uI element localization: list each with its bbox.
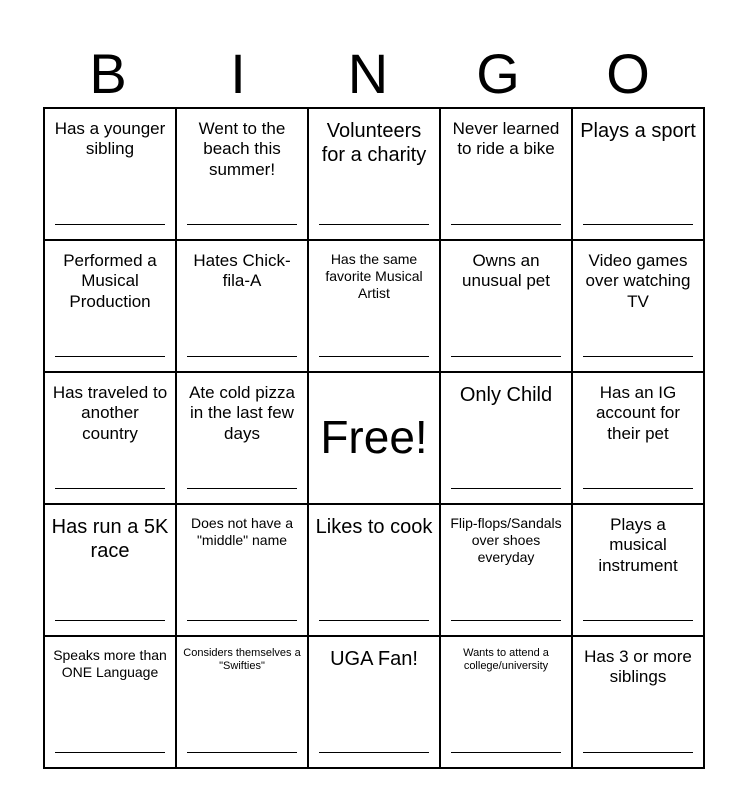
cell-text: Only Child	[459, 384, 553, 406]
cell-text: Wants to attend a college/university	[463, 647, 549, 673]
cell-text: UGA Fan!	[330, 648, 418, 670]
bingo-cell[interactable]	[176, 636, 308, 768]
bingo-cell[interactable]	[440, 636, 572, 768]
bingo-cell[interactable]	[176, 108, 308, 240]
cell-text: Video games over watching TV	[585, 251, 691, 311]
bingo-cell[interactable]	[44, 636, 176, 768]
cell-text: Owns an unusual pet	[462, 251, 550, 291]
cell-text: Plays a sport	[580, 120, 696, 142]
bingo-cell[interactable]	[572, 636, 704, 768]
bingo-cell[interactable]	[572, 504, 704, 636]
signature-line	[583, 752, 693, 753]
board-row	[44, 636, 704, 768]
signature-line	[187, 224, 297, 225]
board-row	[44, 240, 704, 372]
cell-text: Has traveled to another country	[52, 383, 168, 443]
board-row	[44, 504, 704, 636]
signature-line	[583, 356, 693, 357]
bingo-cell[interactable]	[440, 372, 572, 504]
bingo-header	[43, 40, 693, 108]
signature-line	[55, 752, 165, 753]
signature-line	[187, 620, 297, 621]
header-letter-g: G	[476, 42, 520, 105]
cell-text: Ate cold pizza in the last few days	[189, 383, 295, 443]
signature-line	[55, 224, 165, 225]
bingo-cell[interactable]	[308, 108, 440, 240]
cell-text: Never learned to ride a bike	[452, 119, 560, 159]
cell-text: Went to the beach this summer!	[198, 119, 286, 179]
signature-line	[451, 488, 561, 489]
header-letter-n: N	[347, 42, 389, 105]
signature-line	[319, 620, 429, 621]
bingo-cell[interactable]	[440, 108, 572, 240]
bingo-cell[interactable]	[572, 372, 704, 504]
bingo-cell[interactable]	[572, 108, 704, 240]
bingo-cell[interactable]	[308, 504, 440, 636]
cell-text: Does not have a "middle" name	[191, 515, 293, 548]
cell-text: Plays a musical instrument	[598, 515, 678, 575]
bingo-cell[interactable]	[440, 504, 572, 636]
cell-text: Has a younger sibling	[54, 119, 166, 159]
board-row	[44, 108, 704, 240]
header-letter-o: O	[606, 42, 650, 105]
bingo-cell[interactable]	[44, 108, 176, 240]
signature-line	[187, 488, 297, 489]
signature-line	[451, 620, 561, 621]
bingo-cell[interactable]	[44, 372, 176, 504]
bingo-cell[interactable]	[440, 240, 572, 372]
bingo-cell[interactable]	[44, 504, 176, 636]
header-letter-i: I	[230, 42, 246, 105]
bingo-cell[interactable]	[572, 240, 704, 372]
cell-text: Hates Chick-fila-A	[193, 251, 291, 291]
cell-text: Considers themselves a "Swifties"	[183, 647, 301, 673]
cell-text: Likes to cook	[315, 516, 433, 538]
bingo-cell[interactable]	[176, 372, 308, 504]
bingo-cell[interactable]	[308, 240, 440, 372]
cell-text: Volunteers for a charity	[321, 120, 427, 166]
signature-line	[55, 620, 165, 621]
signature-line	[583, 488, 693, 489]
signature-line	[187, 752, 297, 753]
signature-line	[319, 224, 429, 225]
cell-text: Performed a Musical Production	[63, 251, 157, 311]
cell-text: Has the same favorite Musical Artist	[325, 251, 423, 301]
cell-text: Speaks more than ONE Language	[53, 647, 167, 680]
signature-line	[319, 752, 429, 753]
cell-text: Flip-flops/Sandals over shoes everyday	[450, 515, 562, 565]
board-row	[44, 372, 704, 504]
cell-text: Has 3 or more siblings	[584, 647, 692, 687]
bingo-cell[interactable]	[176, 504, 308, 636]
free-space-text: Free!	[320, 411, 428, 464]
free-space-cell[interactable]	[308, 372, 440, 504]
signature-line	[55, 356, 165, 357]
cell-text: Has run a 5K race	[51, 516, 169, 562]
bingo-cell[interactable]	[44, 240, 176, 372]
bingo-cell[interactable]	[176, 240, 308, 372]
signature-line	[451, 224, 561, 225]
signature-line	[187, 356, 297, 357]
bingo-cell[interactable]	[308, 636, 440, 768]
signature-line	[319, 356, 429, 357]
signature-line	[583, 620, 693, 621]
header-letter-b: B	[89, 42, 127, 105]
signature-line	[451, 356, 561, 357]
cell-text: Has an IG account for their pet	[595, 383, 681, 443]
signature-line	[583, 224, 693, 225]
bingo-board	[43, 107, 705, 769]
signature-line	[55, 488, 165, 489]
signature-line	[451, 752, 561, 753]
